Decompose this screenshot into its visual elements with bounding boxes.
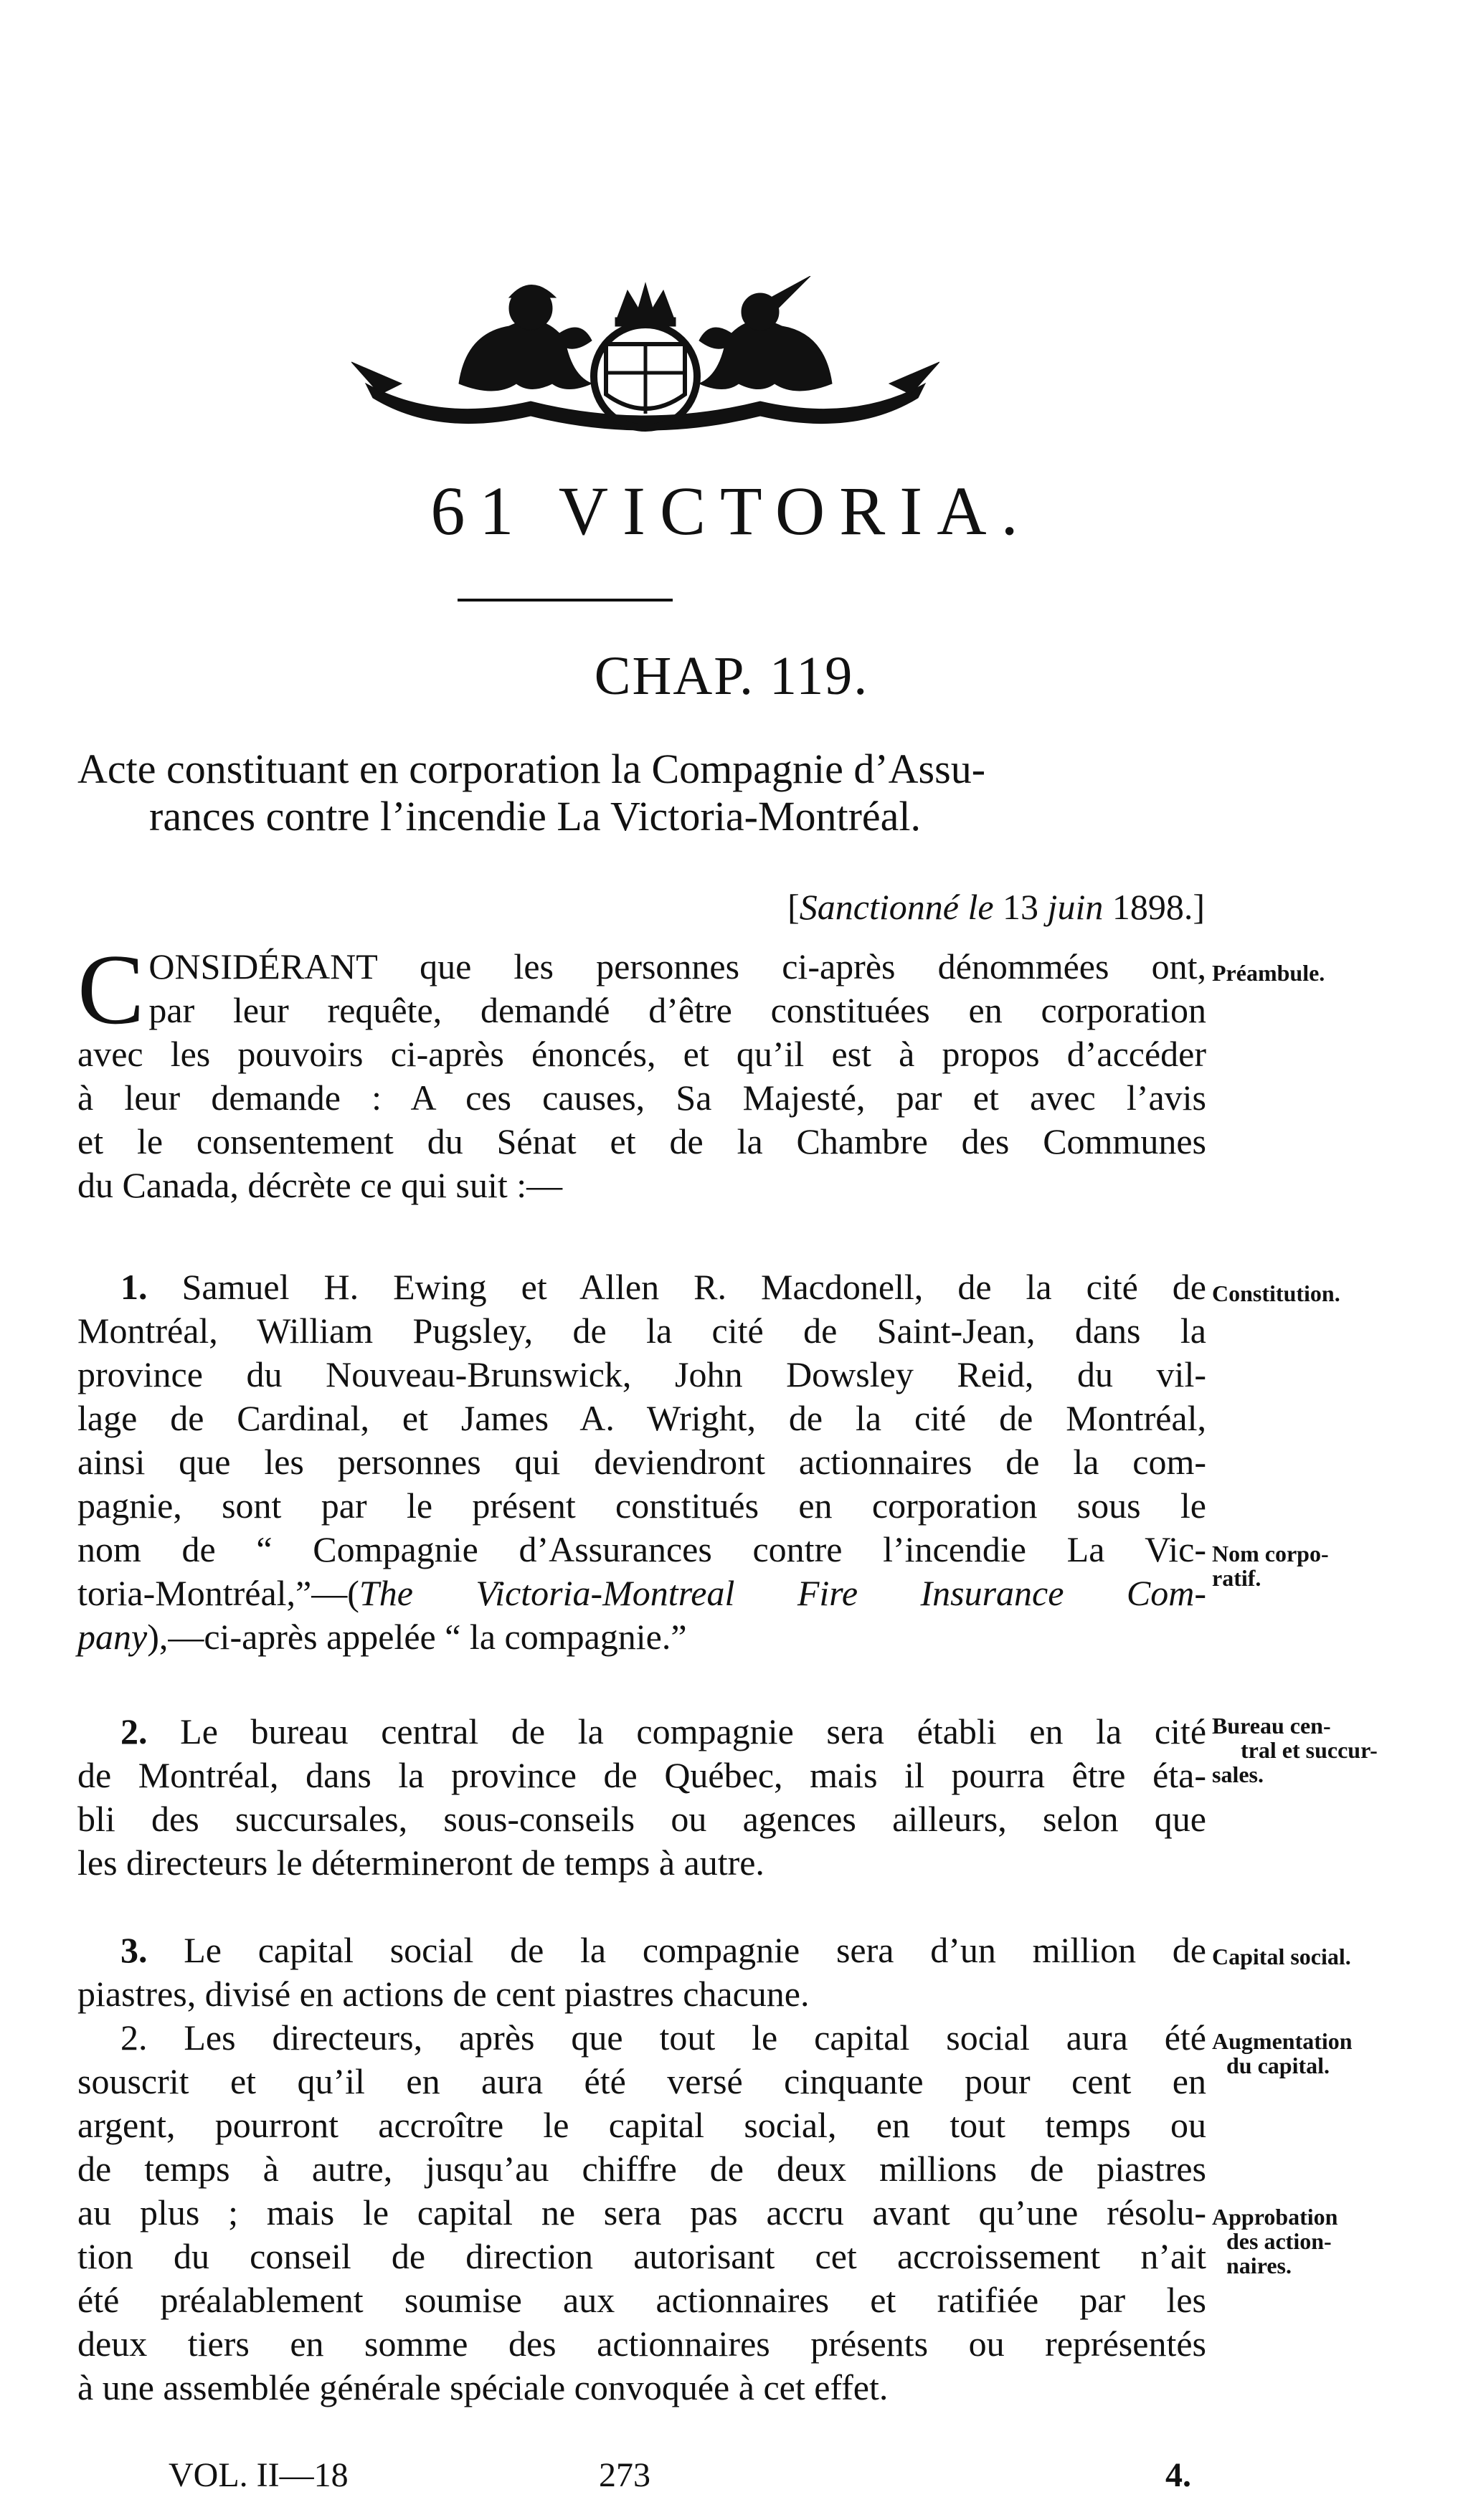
section-line (77, 1265, 1206, 1309)
margin-note-constitution: Constitution. (1212, 1280, 1340, 1306)
section-number: 1. (120, 1267, 148, 1307)
margin-note-line: tral et succur- (1241, 1737, 1378, 1763)
section-text: Le bureau central de la compagnie sera établi en la cité (180, 1711, 1207, 1751)
section-line: les directeurs le détermineront de temps à autre. (77, 1843, 764, 1883)
section-line (77, 1615, 1206, 1659)
section-line (77, 1929, 1206, 1972)
english-name: pany (77, 1617, 148, 1657)
section-line: nom de “ Compagnie d’Assurances contre l’incendie La Vic- (77, 1529, 1206, 1569)
subsection-line: 2. Les directeurs, après que tout le capital social aura été (120, 2017, 1206, 2058)
heading-divider (458, 599, 673, 602)
section-line: ainsi que les personnes qui deviendront actionnaires de la com- (77, 1442, 1206, 1482)
subsection-line: été préalablement soumise aux actionnaires et ratifiée par les (77, 2280, 1206, 2320)
act-title-line: Acte constituant en corporation la Compagnie d’Assu- (77, 746, 986, 792)
section-line: de Montréal, dans la province de Québec, mais il pourra être éta- (77, 1755, 1206, 1795)
subsection-line: souscrit et qu’il en aura été versé cinquante pour cent en (77, 2061, 1206, 2101)
section-line: piastres, divisé en actions de cent piastres chacune. (77, 1974, 810, 2014)
margin-note-capital-increase (1212, 2029, 1449, 2078)
margin-note-line: du capital. (1226, 2053, 1330, 2078)
section-line: bli des succursales, sous-conseils ou agences ailleurs, selon que (77, 1799, 1206, 1839)
preamble-line: avec les pouvoirs ci-après énoncés, et qu’il est à propos d’accéder (77, 1034, 1206, 1074)
margin-note-line: Nom corpo- (1212, 1541, 1329, 1566)
preamble-line: à leur demande : A ces causes, Sa Majesté, par et avec l’avis (77, 1078, 1206, 1118)
preamble-line: ONSIDÉRANT que les personnes ci-après dénommées ont, (148, 946, 1206, 986)
preamble-line: par leur requête, demandé d’être constituées en corporation (148, 990, 1206, 1030)
chapter-number: CHAP. 119. (594, 646, 869, 706)
section-text: ),—ci-après appelée “ la compagnie.” (147, 1617, 687, 1657)
section-line (77, 1572, 1206, 1615)
act-title-line: rances contre l’incendie La Victoria-Montréal. (149, 793, 922, 840)
preamble-paragraph (77, 934, 1206, 1207)
sanction-label: Sanctionné le (799, 887, 994, 927)
sanction-day: 13 (1003, 887, 1039, 927)
subsection-line: au plus ; mais le capital ne sera pas accru avant qu’une résolu- (77, 2192, 1206, 2233)
subsection-line: argent, pourront accroître le capital social, en tout temps ou (77, 2105, 1206, 2145)
margin-note-shareholder-approval (1212, 2205, 1449, 2278)
section-2 (77, 1710, 1206, 1885)
margin-note-line: naires. (1226, 2253, 1292, 2278)
sanction-date (617, 889, 1205, 925)
margin-note-head-office (1212, 1713, 1449, 1787)
preamble-line: et le consentement du Sénat et de la Chambre des Communes (77, 1121, 1206, 1161)
section-line (77, 1710, 1206, 1754)
sanction-bracket: [ (787, 887, 800, 927)
sanction-month: juin (1047, 887, 1104, 927)
margin-note-line: Augmentation (1212, 2028, 1353, 2054)
royal-coat-of-arms-emblem (351, 276, 939, 441)
subsection-line: tion du conseil de direction autorisant cet accroissement n’ait (77, 2236, 1206, 2276)
margin-note-line: ratif. (1212, 1565, 1261, 1591)
margin-note-line: Approbation (1212, 2204, 1338, 2230)
section-text: Le capital social de la compagnie sera d’un million de (184, 1930, 1207, 1970)
margin-note-line: sales. (1212, 1761, 1264, 1787)
margin-note-preamble: Préambule. (1212, 960, 1325, 986)
sanction-year: 1898.] (1112, 887, 1205, 927)
margin-note-line: des action- (1226, 2228, 1332, 2254)
margin-note-line: Bureau cen- (1212, 1713, 1331, 1739)
subsection-line: de temps à autre, jusqu’au chiffre de deux millions de piastres (77, 2149, 1206, 2189)
margin-note-capital: Capital social. (1212, 1944, 1351, 1969)
section-1 (77, 1265, 1206, 1659)
section-text: toria-Montréal,”—( (77, 1573, 359, 1613)
section-text: Samuel H. Ewing et Allen R. Macdonell, de la cité de (181, 1267, 1206, 1307)
preamble-line: du Canada, décrète ce qui suit :— (77, 1165, 563, 1205)
page-number: 273 (599, 2456, 650, 2494)
section-number: 3. (120, 1930, 148, 1970)
section-line: Montréal, William Pugsley, de la cité de Saint-Jean, dans la (77, 1311, 1206, 1351)
section-line: province du Nouveau-Brunswick, John Dowsley Reid, du vil- (77, 1354, 1206, 1394)
regnal-year-heading: 61 VICTORIA. (430, 472, 1033, 549)
drop-capital: C (77, 934, 145, 1045)
volume-signature: VOL. II—18 (169, 2456, 349, 2494)
section-3 (77, 1929, 1206, 2410)
margin-note-corporate-name (1212, 1541, 1449, 1590)
section-line: lage de Cardinal, et James A. Wright, de la cité de Montréal, (77, 1398, 1206, 1438)
catchword: 4. (1165, 2456, 1191, 2494)
english-name: The Victoria-Montreal Fire Insurance Com- (359, 1573, 1206, 1613)
section-number: 2. (120, 1711, 148, 1751)
section-line: pagnie, sont par le présent constitués en corporation sous le (77, 1485, 1206, 1526)
subsection-line: deux tiers en somme des actionnaires présents ou représentés (77, 2324, 1206, 2364)
subsection-line: à une assemblée générale spéciale convoquée à cet effet. (77, 2367, 889, 2407)
act-title (77, 746, 1211, 840)
